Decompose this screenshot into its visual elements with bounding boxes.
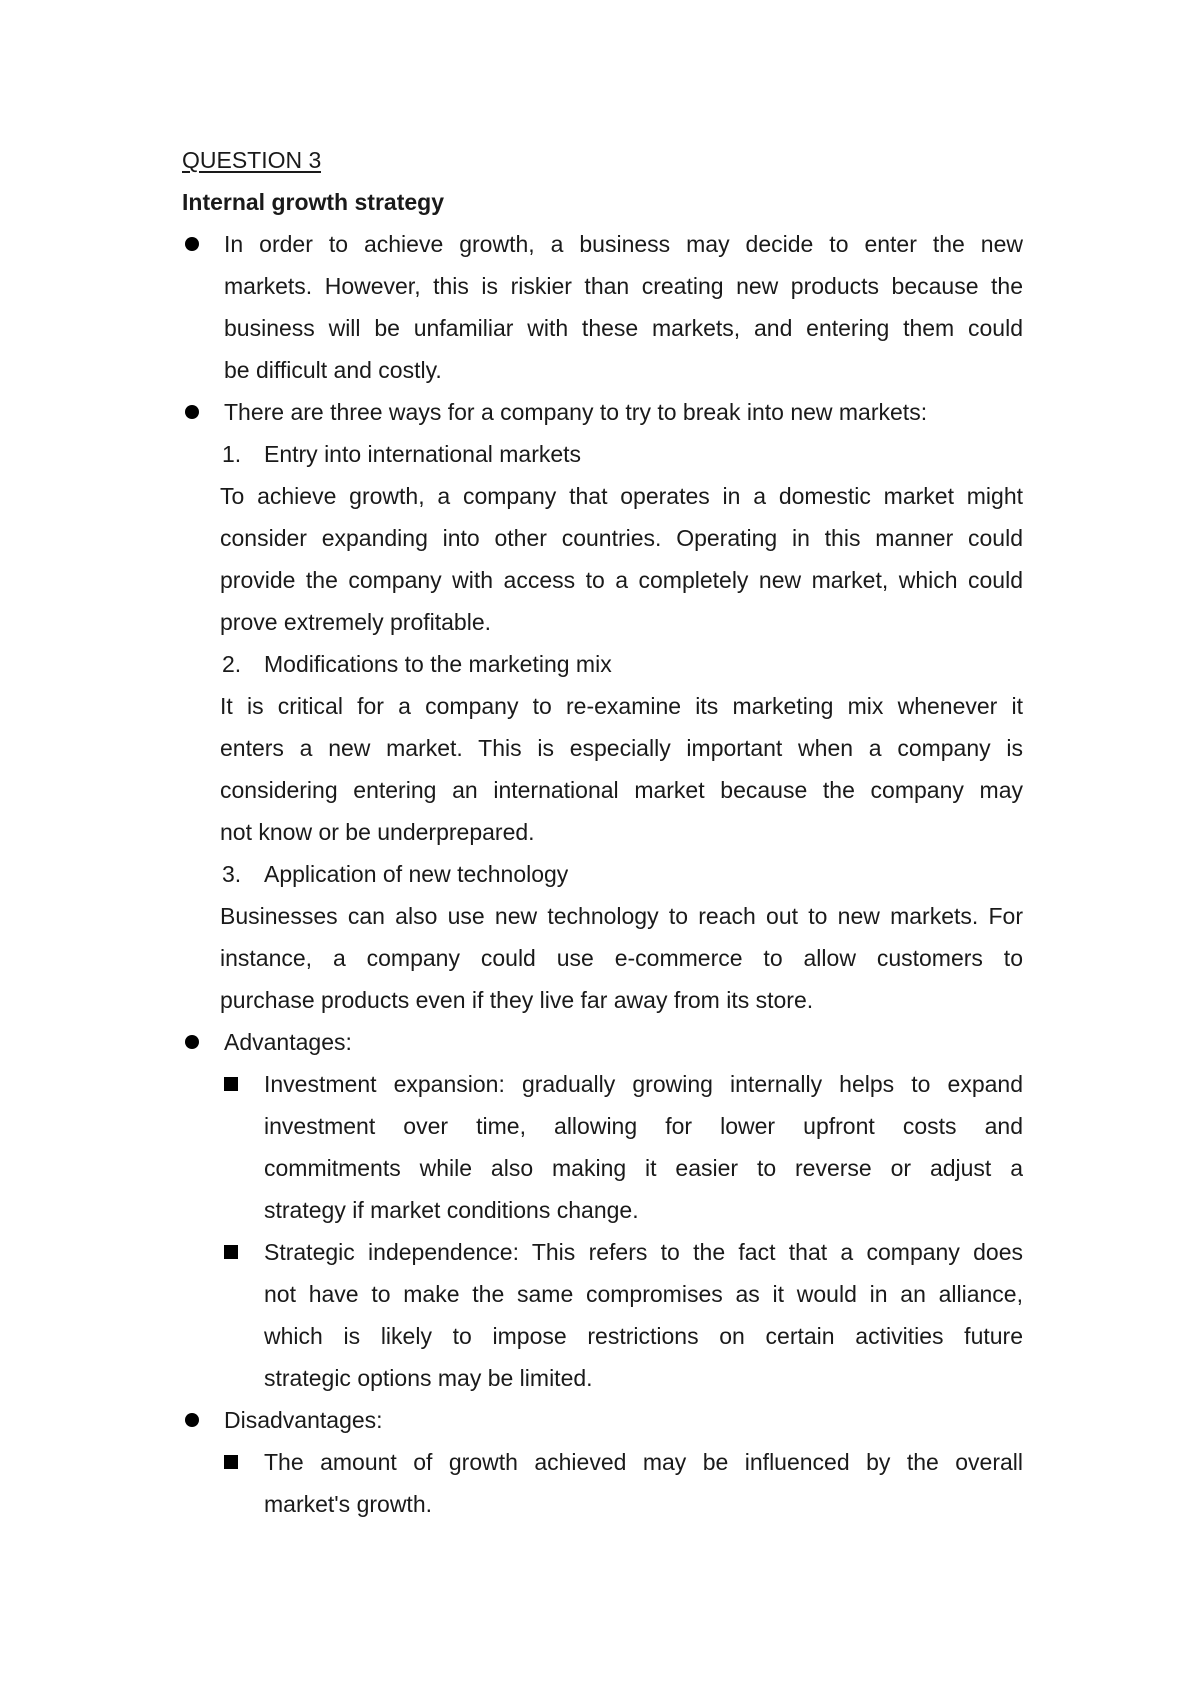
way-paragraph-line: It is critical for a company to re-examine its marketing mix whenever it xyxy=(220,693,1023,719)
advantage-line: which is likely to impose restrictions on certain activities future xyxy=(264,1323,1023,1349)
advantage-line: strategy if market conditions change. xyxy=(264,1197,639,1223)
way-paragraph-line: considering entering an international market because the company may xyxy=(220,777,1023,803)
way-paragraph-line: enters a new market. This is especially important when a company is xyxy=(220,735,1023,761)
advantage-line: not have to make the same compromises as it would in an alliance, xyxy=(264,1281,1023,1307)
disadvantage-line: The amount of growth achieved may be influenced by the overall xyxy=(264,1449,1023,1475)
bullet-dot-icon xyxy=(185,237,199,251)
way-paragraph-line: consider expanding into other countries. Operating in this manner could xyxy=(220,525,1023,551)
way-paragraph-line: purchase products even if they live far away from its store. xyxy=(220,987,814,1013)
advantage-line: Strategic independence: This refers to the fact that a company does xyxy=(264,1239,1023,1265)
bullet-square-icon xyxy=(224,1245,238,1259)
advantage-line: commitments while also making it easier to reverse or adjust a xyxy=(264,1155,1023,1181)
way-number: 2. xyxy=(222,651,242,677)
bullet2-text: There are three ways for a company to try to break into new markets: xyxy=(224,399,928,425)
way-number: 3. xyxy=(222,861,242,887)
way-paragraph-line: To achieve growth, a company that operates in a domestic market might xyxy=(220,483,1023,509)
bullet1-line: be difficult and costly. xyxy=(224,357,442,383)
bullet1-line: business will be unfamiliar with these markets, and entering them could xyxy=(224,315,1023,341)
disadvantage-line: market's growth. xyxy=(264,1491,432,1517)
way-paragraph-line: Businesses can also use new technology to reach out to new markets. For xyxy=(220,903,1023,929)
advantage-line: Investment expansion: gradually growing internally helps to expand xyxy=(264,1071,1023,1097)
bullet1-line: In order to achieve growth, a business may decide to enter the new xyxy=(224,231,1023,257)
disadvantages-label: Disadvantages: xyxy=(224,1407,383,1433)
bullet-square-icon xyxy=(224,1455,238,1469)
bullet-dot-icon xyxy=(185,1413,199,1427)
section-title: Internal growth strategy xyxy=(182,189,444,215)
way-paragraph-line: not know or be underprepared. xyxy=(220,819,535,845)
bullet-dot-icon xyxy=(185,1035,199,1049)
way-title: Entry into international markets xyxy=(264,441,582,467)
way-title: Modifications to the marketing mix xyxy=(264,651,612,677)
way-paragraph-line: prove extremely profitable. xyxy=(220,609,492,635)
way-number: 1. xyxy=(222,441,242,467)
bullet-square-icon xyxy=(224,1077,238,1091)
way-title: Application of new technology xyxy=(264,861,569,887)
advantages-label: Advantages: xyxy=(224,1029,352,1055)
bullet1-line: markets. However, this is riskier than creating new products because the xyxy=(224,273,1023,299)
question-heading: QUESTION 3 xyxy=(182,147,322,173)
bullet-dot-icon xyxy=(185,405,199,419)
way-paragraph-line: provide the company with access to a completely new market, which could xyxy=(220,567,1023,593)
advantage-line: strategic options may be limited. xyxy=(264,1365,593,1391)
way-paragraph-line: instance, a company could use e-commerce to allow customers to xyxy=(220,945,1023,971)
advantage-line: investment over time, allowing for lower upfront costs and xyxy=(264,1113,1023,1139)
